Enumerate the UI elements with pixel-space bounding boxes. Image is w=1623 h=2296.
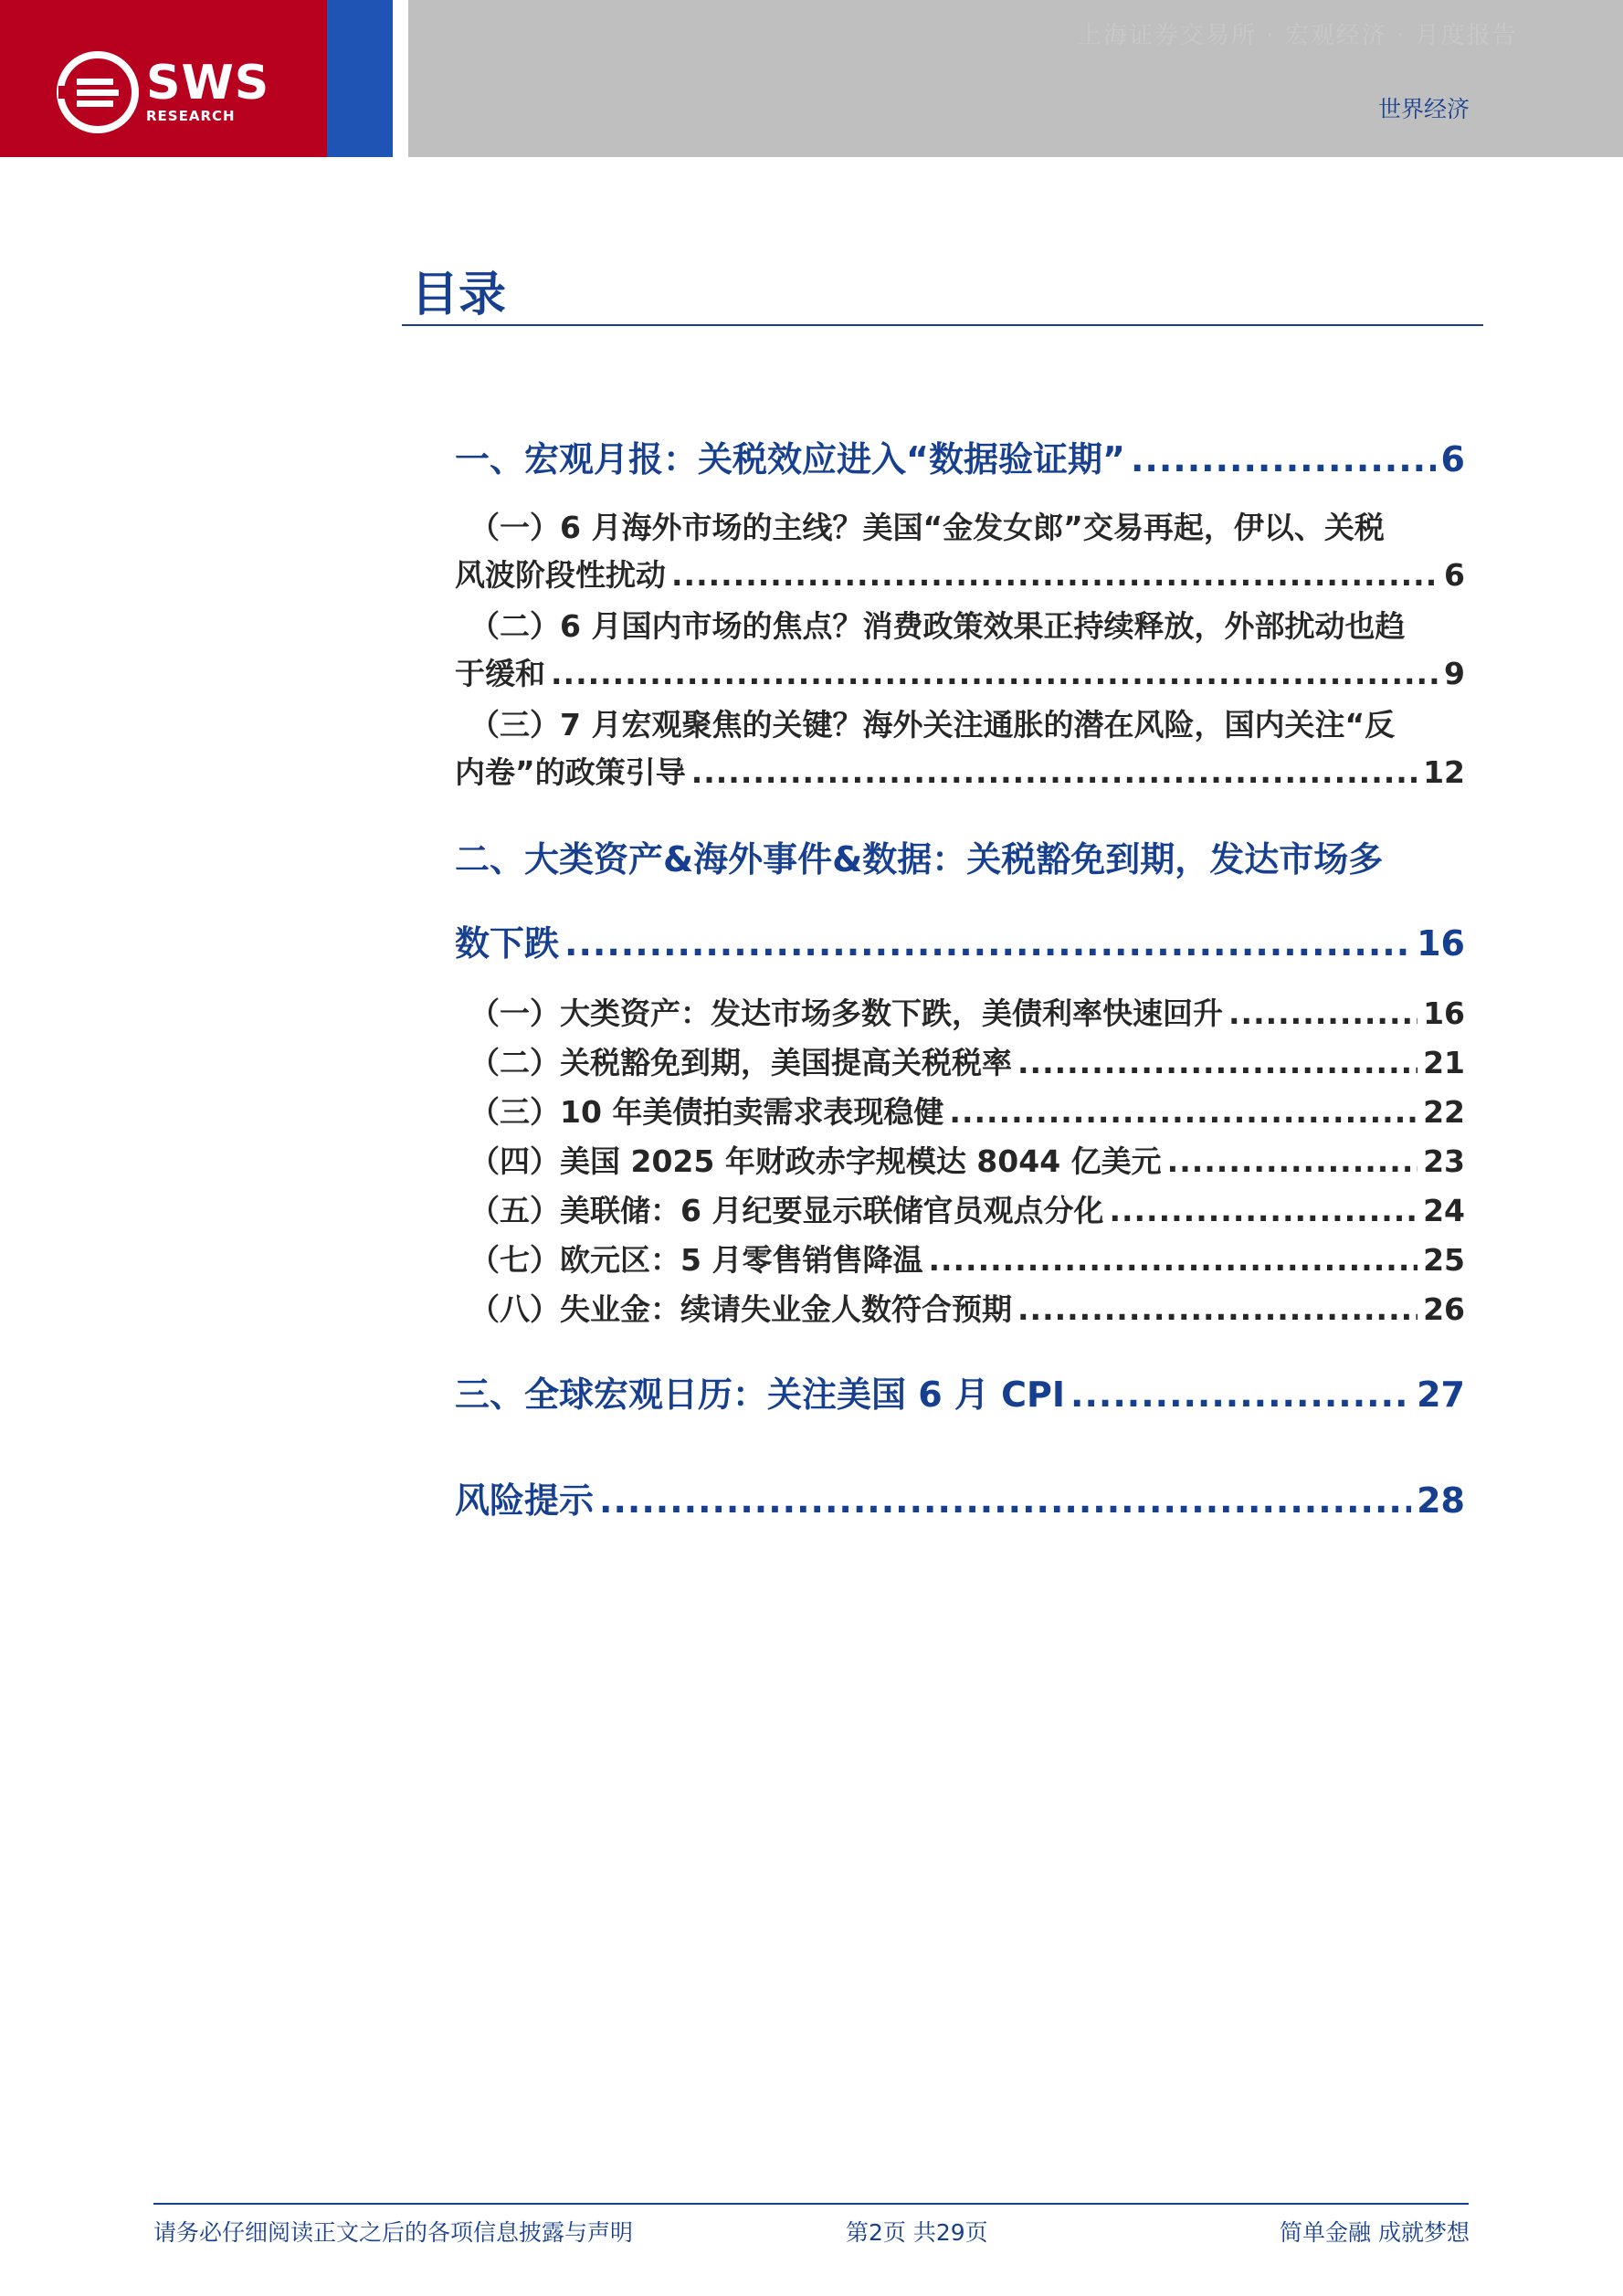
toc-entry-text: 数下跌: [455, 923, 560, 964]
toc-leader-dots: [1131, 439, 1436, 479]
toc-entry-line1[interactable]: （二）6 月国内市场的焦点？消费政策效果正持续释放，外部扰动也趋: [469, 608, 1406, 644]
toc-leader-dots: [564, 923, 1411, 964]
footer-slogan: 简单金融 成就梦想: [1280, 2219, 1470, 2246]
toc-entry[interactable]: [455, 749, 1465, 792]
toc-entry-line1[interactable]: 二、大类资产&海外事件&数据：关税豁免到期，发达市场多: [455, 839, 1384, 879]
toc-page-number: 9: [1444, 656, 1465, 691]
toc-leader-dots: [928, 1242, 1417, 1278]
toc-entry[interactable]: [455, 650, 1465, 693]
header-watermark: 上海证券交易所 · 宏观经济 · 月度报告: [1078, 22, 1518, 49]
toc-entry-line1[interactable]: （一）6 月海外市场的主线？美国“金发女郎”交易再起，伊以、关税: [469, 510, 1385, 545]
toc-leader-dots: [671, 557, 1439, 593]
toc-leader-dots: [1017, 1291, 1417, 1327]
sws-logo-icon: [57, 51, 139, 133]
toc-entry[interactable]: [455, 915, 1465, 965]
toc-entry[interactable]: [455, 1039, 1465, 1082]
header-blue-band: [327, 0, 393, 157]
toc-page-number: 28: [1417, 1480, 1465, 1521]
toc-leader-dots: [1228, 995, 1417, 1031]
toc-page-number: 16: [1417, 923, 1465, 964]
toc-page-number: 25: [1423, 1242, 1465, 1278]
toc-entry[interactable]: [455, 552, 1465, 595]
logo-subtitle: RESEARCH: [146, 108, 236, 124]
toc-entry-text: 内卷”的政策引导: [455, 754, 686, 790]
toc-page-number: 6: [1440, 439, 1465, 479]
toc-entry[interactable]: [455, 1187, 1465, 1230]
toc-page-number: 24: [1423, 1193, 1465, 1228]
header-category: 世界经济: [1377, 96, 1470, 122]
toc-entry-text: 于缓和: [455, 656, 545, 691]
toc-entry[interactable]: [455, 431, 1465, 481]
toc-leader-dots: [691, 754, 1417, 790]
toc-page-number: 6: [1444, 557, 1465, 593]
sws-logo: [57, 51, 269, 133]
toc-leader-dots: [599, 1480, 1411, 1521]
toc-page-number: 22: [1423, 1094, 1465, 1130]
toc-leader-dots: [1167, 1143, 1417, 1179]
toc-entry-text: 风波阶段性扰动: [455, 557, 666, 593]
toc-entry-text: （七）欧元区：5 月零售销售降温: [469, 1242, 923, 1278]
toc-leader-dots: [1017, 1045, 1417, 1080]
toc-entry[interactable]: [455, 990, 1465, 1033]
footer-disclaimer: 请务必仔细阅读正文之后的各项信息披露与声明: [153, 2219, 634, 2246]
footer-page-indicator: 第2页 共29页: [846, 2219, 988, 2246]
title-divider: [402, 324, 1483, 326]
toc-page-number: 21: [1423, 1045, 1465, 1080]
toc-page-number: 16: [1423, 995, 1465, 1031]
toc-entry-text: （四）美国 2025 年财政赤字规模达 8044 亿美元: [469, 1143, 1162, 1179]
toc-leader-dots: [1070, 1374, 1411, 1415]
toc-entry[interactable]: [455, 1237, 1465, 1280]
toc-leader-dots: [551, 656, 1439, 691]
toc-entry-line1[interactable]: （三）7 月宏观聚焦的关键？海外关注通胀的潜在风险，国内关注“反: [469, 707, 1396, 743]
toc-entry[interactable]: [455, 1089, 1465, 1132]
toc-leader-dots: [1109, 1193, 1417, 1228]
footer-divider: [153, 2203, 1469, 2205]
toc-entry-text: （一）大类资产：发达市场多数下跌，美债利率快速回升: [469, 995, 1223, 1031]
toc-entry-text: （八）失业金：续请失业金人数符合预期: [469, 1291, 1012, 1327]
toc-entry[interactable]: [455, 1472, 1465, 1522]
toc-entry-text: 三、全球宏观日历：关注美国 6 月 CPI: [455, 1374, 1066, 1415]
page-title: 目录: [411, 268, 507, 322]
toc-entry[interactable]: [455, 1366, 1465, 1417]
toc-entry-text: 风险提示: [455, 1480, 595, 1521]
toc-page-number: 27: [1417, 1374, 1465, 1415]
toc-entry[interactable]: [455, 1138, 1465, 1181]
toc-leader-dots: [949, 1094, 1417, 1130]
toc-page-number: 12: [1423, 754, 1465, 790]
toc-page-number: 23: [1423, 1143, 1465, 1179]
toc-page-number: 26: [1423, 1291, 1465, 1327]
toc-entry-text: （五）美联储：6 月纪要显示联储官员观点分化: [469, 1193, 1104, 1228]
toc-entry-text: （二）关税豁免到期，美国提高关税税率: [469, 1045, 1012, 1080]
logo-wordmark: SWS: [146, 56, 270, 111]
toc-entry-text: 一、宏观月报：关税效应进入“数据验证期”: [455, 439, 1125, 479]
toc-entry-text: （三）10 年美债拍卖需求表现稳健: [469, 1094, 944, 1130]
toc-entry[interactable]: [455, 1286, 1465, 1329]
